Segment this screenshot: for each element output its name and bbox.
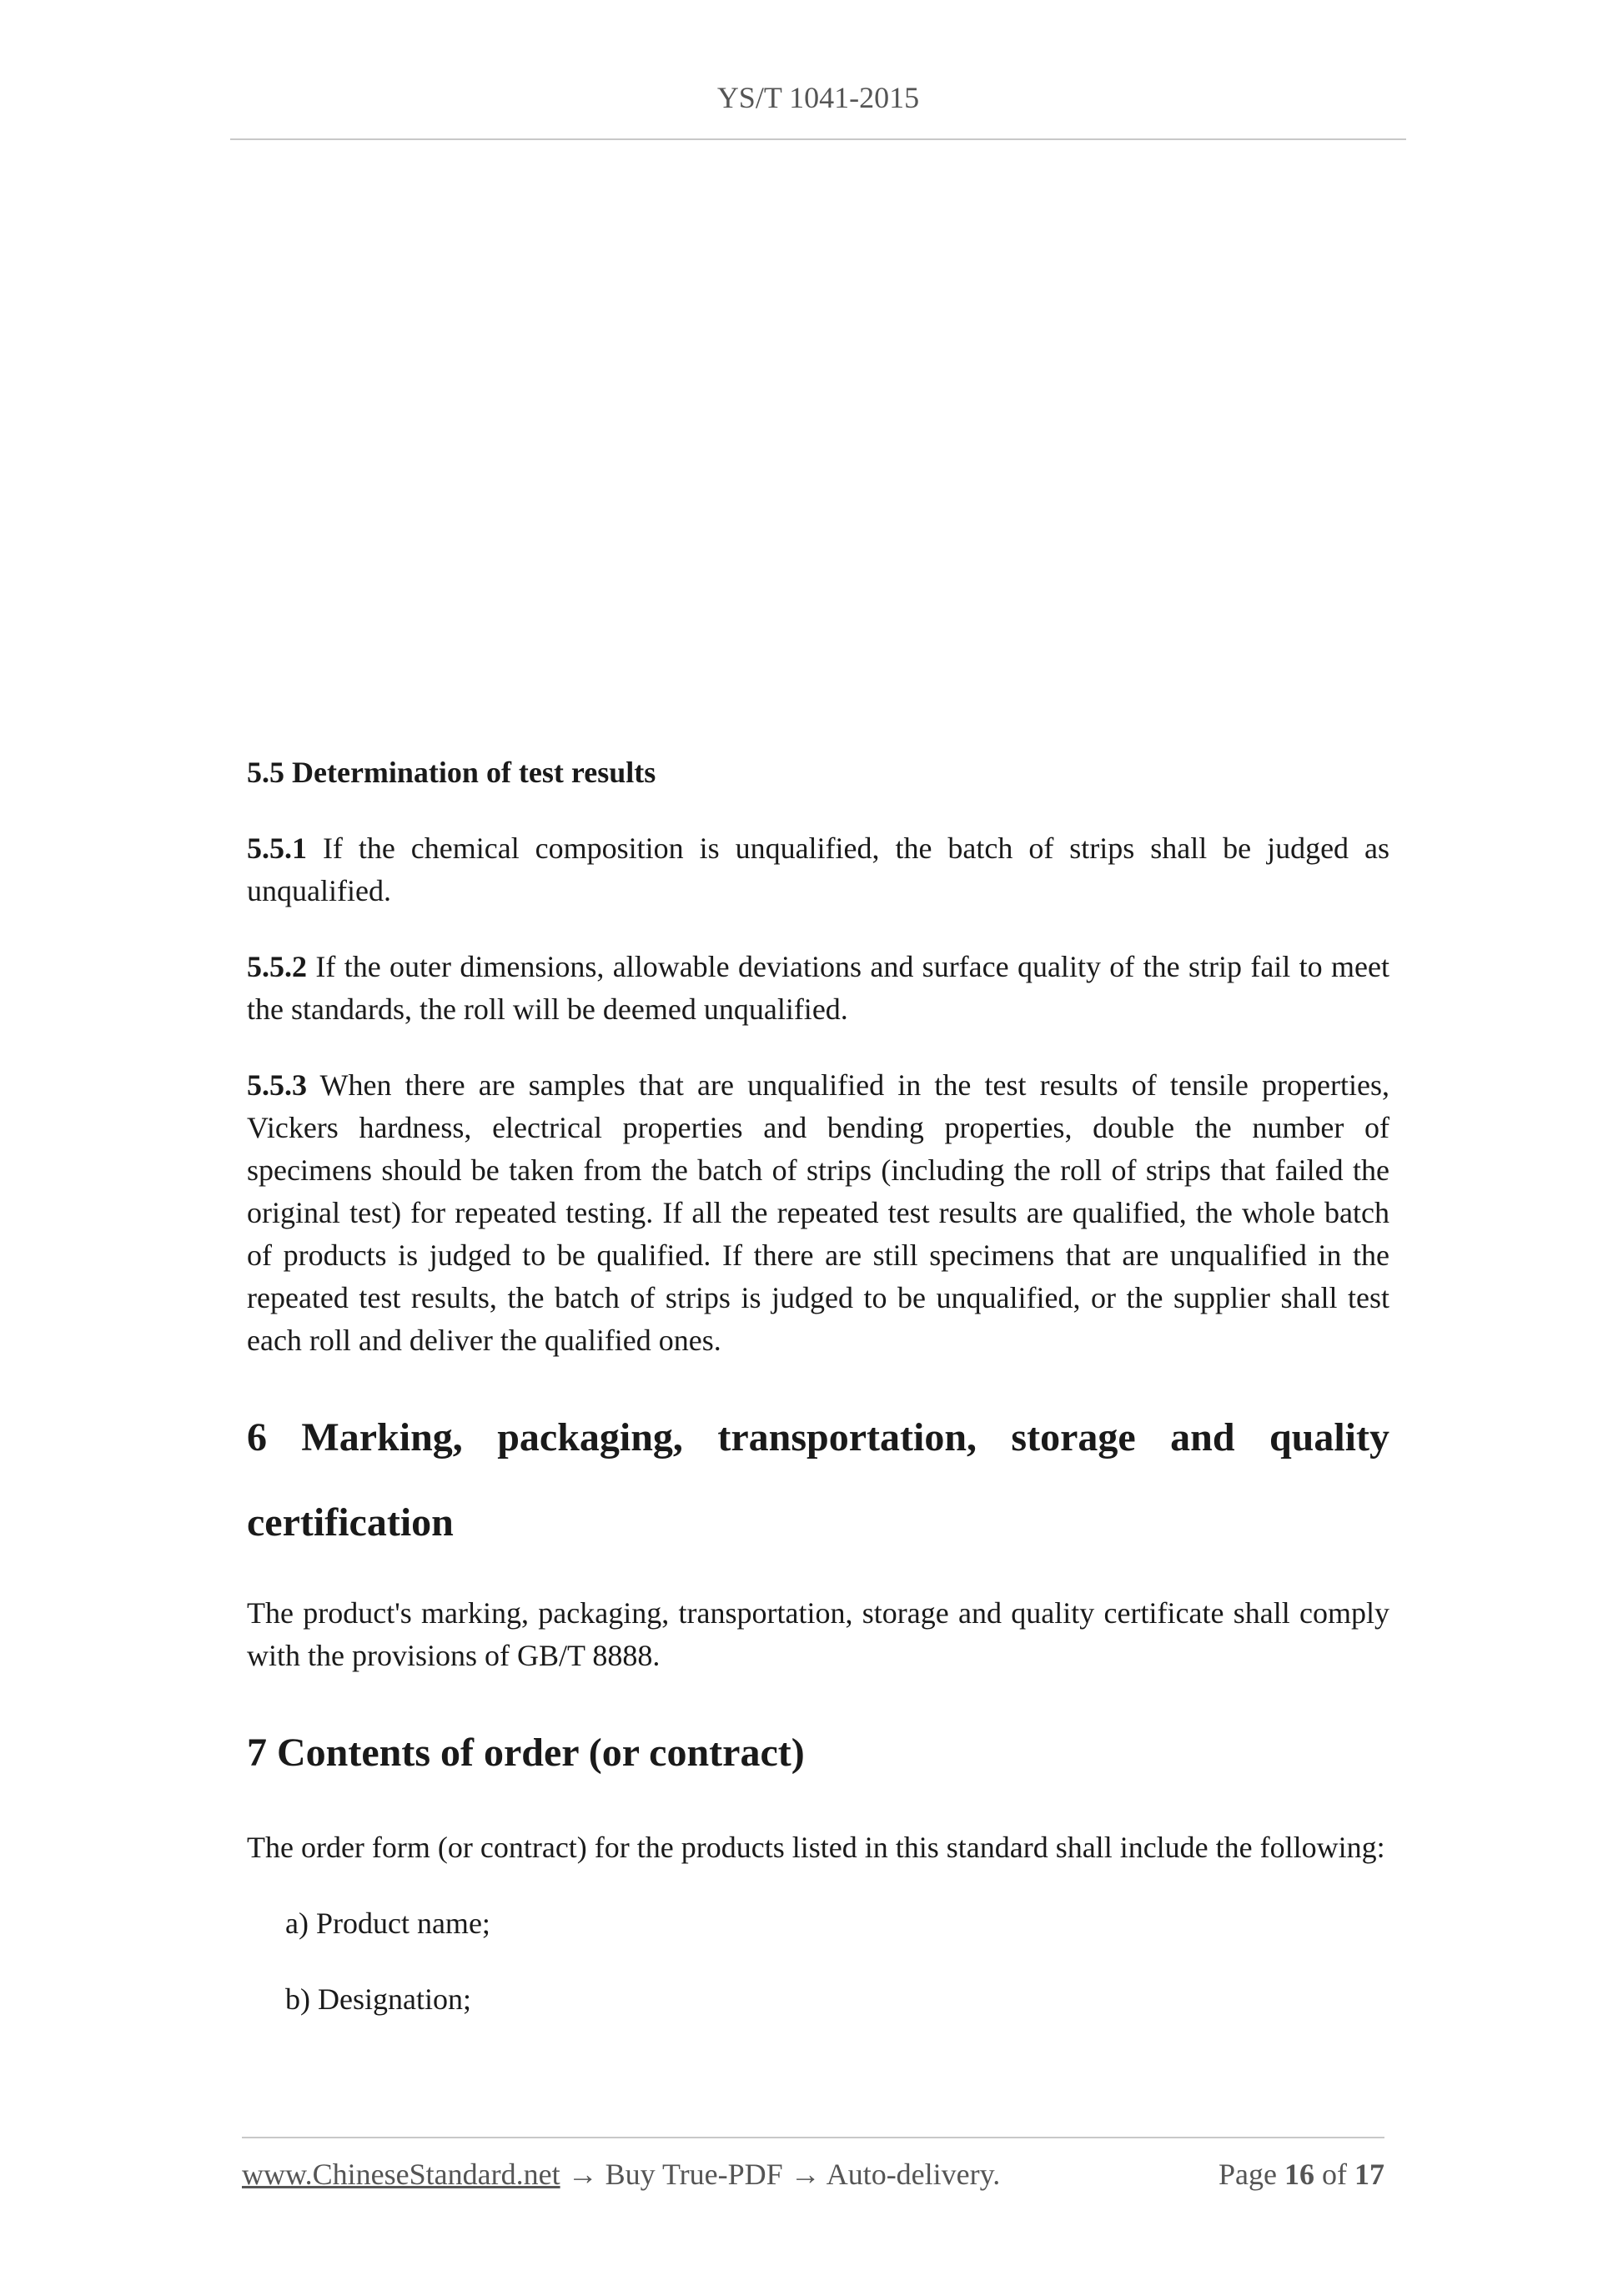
page-current: 16 [1284,2158,1314,2191]
paragraph-5-5-3 [247,1064,1389,1362]
page-number [1219,2157,1384,2192]
clause-text: If the chemical composition is unqualified, the batch of strips shall be judged as unqualified. [247,831,1389,908]
footer-promo [242,2157,1000,2192]
clause-number: 5.5.3 [247,1068,307,1103]
clause-number: 5.5.2 [247,950,307,984]
page-footer [242,2137,1384,2192]
section-title-6-line1: 6 Marking, packaging, transportation, storage and quality [247,1415,1389,1460]
website-link[interactable]: www.ChineseStandard.net [242,2158,560,2191]
section-title-6-line2: certification [247,1500,454,1545]
document-body [247,751,1389,2054]
paragraph-7: The order form (or contract) for the products listed in this standard shall include the following: [247,1830,1385,1864]
page-label: Page [1219,2158,1277,2191]
paragraph-5-5-1 [247,827,1389,912]
clause-text: If the outer dimensions, allowable deviations and surface quality of the strip fail to meet the standards, the roll will be deemed unqualified. [247,950,1389,1027]
section-title-6 [247,1395,1389,1565]
list-item-b: b) Designation; [285,1982,471,2016]
page-of-label: of [1322,2158,1347,2191]
paragraph-6: The product's marking, packaging, transportation, storage and quality certificate shall comply with the provisions of GB/T 8888. [247,1596,1389,1673]
page-total: 17 [1354,2158,1384,2191]
list-item-a: a) Product name; [285,1906,490,1940]
clause-number: 5.5.1 [247,831,307,866]
subsection-title-5-5: 5.5 Determination of test results [247,756,656,789]
clause-text: When there are samples that are unqualified in the test results of tensile properties, Vickers hardness, electrical properties and bending properties, double the number of specimens should be taken from the batch of strips (including the roll of strips that failed the original test) for repeated testing. If all the repeated test results are qualified, the whole batch of products is judged to be qualified. If there are still specimens that are unqualified in the repeated test results, the batch of strips is judged to be unqualified, or the supplier shall test each roll and deliver the qualified ones. [247,1068,1389,1358]
section-title-7: 7 Contents of order (or contract) [247,1731,805,1776]
paragraph-5-5-2 [247,946,1389,1031]
document-id: YS/T 1041-2015 [716,81,920,114]
footer-promo-text: → Buy True-PDF → Auto-delivery. [560,2158,1001,2191]
page-header [230,80,1406,140]
